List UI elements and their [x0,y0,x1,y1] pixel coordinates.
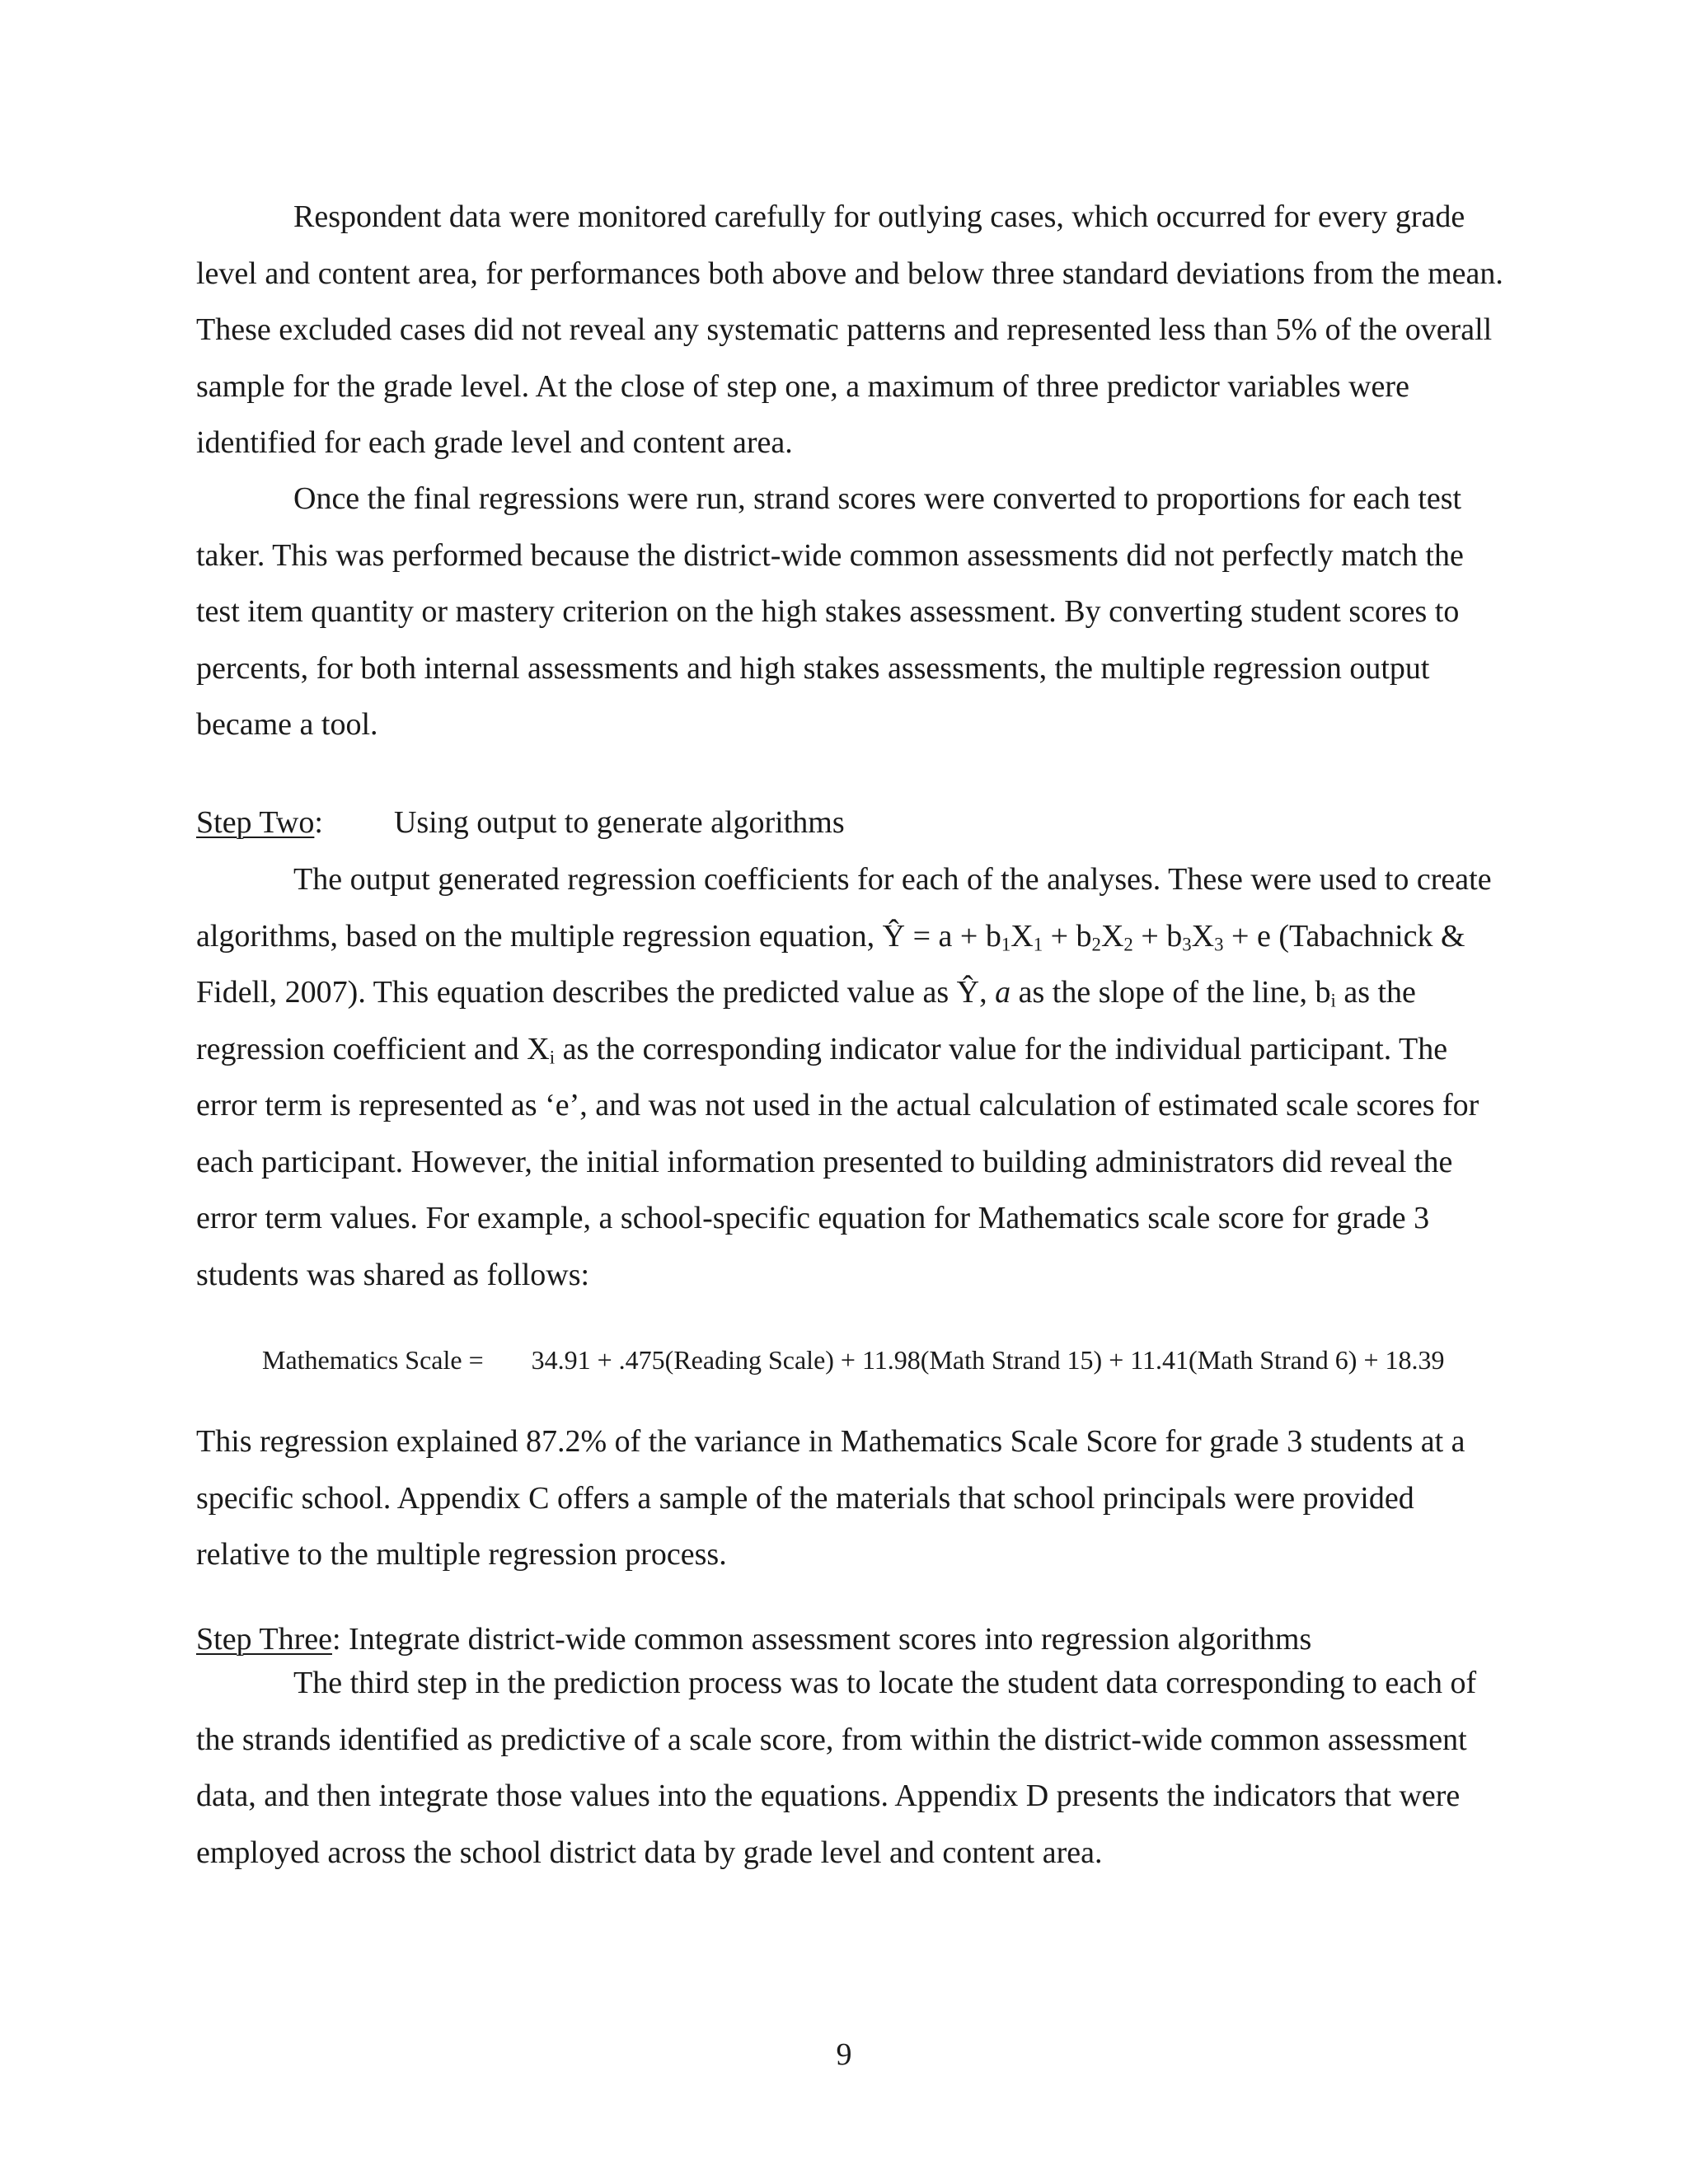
step-two-label: Step Two [196,805,315,840]
step-three-label: Step Three [196,1622,332,1657]
paragraph-variance-explained: This regression explained 87.2% of the variance in Mathematics Scale Score for grade 3 students at a specific school. Appendix C offers a sample of the materials that school principals were provided relative to the multiple regression process. [196,1424,1465,1572]
equation-rhs: 34.91 + .475(Reading Scale) + 11.98(Math Strand 15) + 11.41(Math Strand 6) + 18.39 [531,1345,1445,1375]
step-two-separator: : [314,805,323,840]
mathematics-scale-equation [262,1343,1445,1376]
step-two-title: Using output to generate algorithms [393,805,845,840]
paragraph-integrate-scores: The third step in the prediction process was to locate the student data corresponding to each of the strands identified as predictive of a scale score, from within the district-wide common assessment data, and then integrate those values into the equations. Appendix D presents the indicators that were employed across the school district data by grade level and content area. [196,1666,1477,1870]
step-two-heading [196,794,1511,851]
page-number: 9 [836,2037,852,2072]
equation-lhs: Mathematics Scale = [262,1345,484,1375]
paragraph-outlying-cases: Respondent data were monitored carefully for outlying cases, which occurred for every grade level and content area, for performances both above and below three standard deviations from the mean. These excluded cases did not reveal any systematic patterns and represented less than 5% of the overall sample for the grade level. At the close of step one, a maximum of three predictor variables were identified for each grade level and content area. [196,199,1503,460]
paragraph-strand-scores: Once the final regressions were run, strand scores were converted to proportions for each test taker. This was performed because the district-wide common assessments did not perfectly match the test item quantity or mastery criterion on the high stakes assessment. By converting student scores to percents, for both internal assessments and high stakes assessments, the multiple regression output became a tool. [196,481,1464,742]
paragraph-regression-coefficients: The output generated regression coefficients for each of the analyses. These were used to create algorithms, based on the multiple regression equation, Ŷ = $a + b_1X_1 + b_2X_2 + b_3X_3 + e$ (Tabachnick & Fidell, 2007). This equation describes the predicted value as Ŷ, a as the slope of the line, $b_i$ as the regression coefficient and $X_i$ as the corresponding indicator value for the individual participant. The error term is represented as ‘e’, and was not used in the actual calculation of estimated scale scores for each participant. However, the initial information presented to building administrators did reveal the error term values. For example, a school-specific equation for Mathematics scale score for grade 3 students was shared as follows: [196,862,1492,1292]
step-three-title: : Integrate district-wide common assessment scores into regression algorithms [331,1622,1312,1657]
step-three-heading [196,1620,1511,1658]
